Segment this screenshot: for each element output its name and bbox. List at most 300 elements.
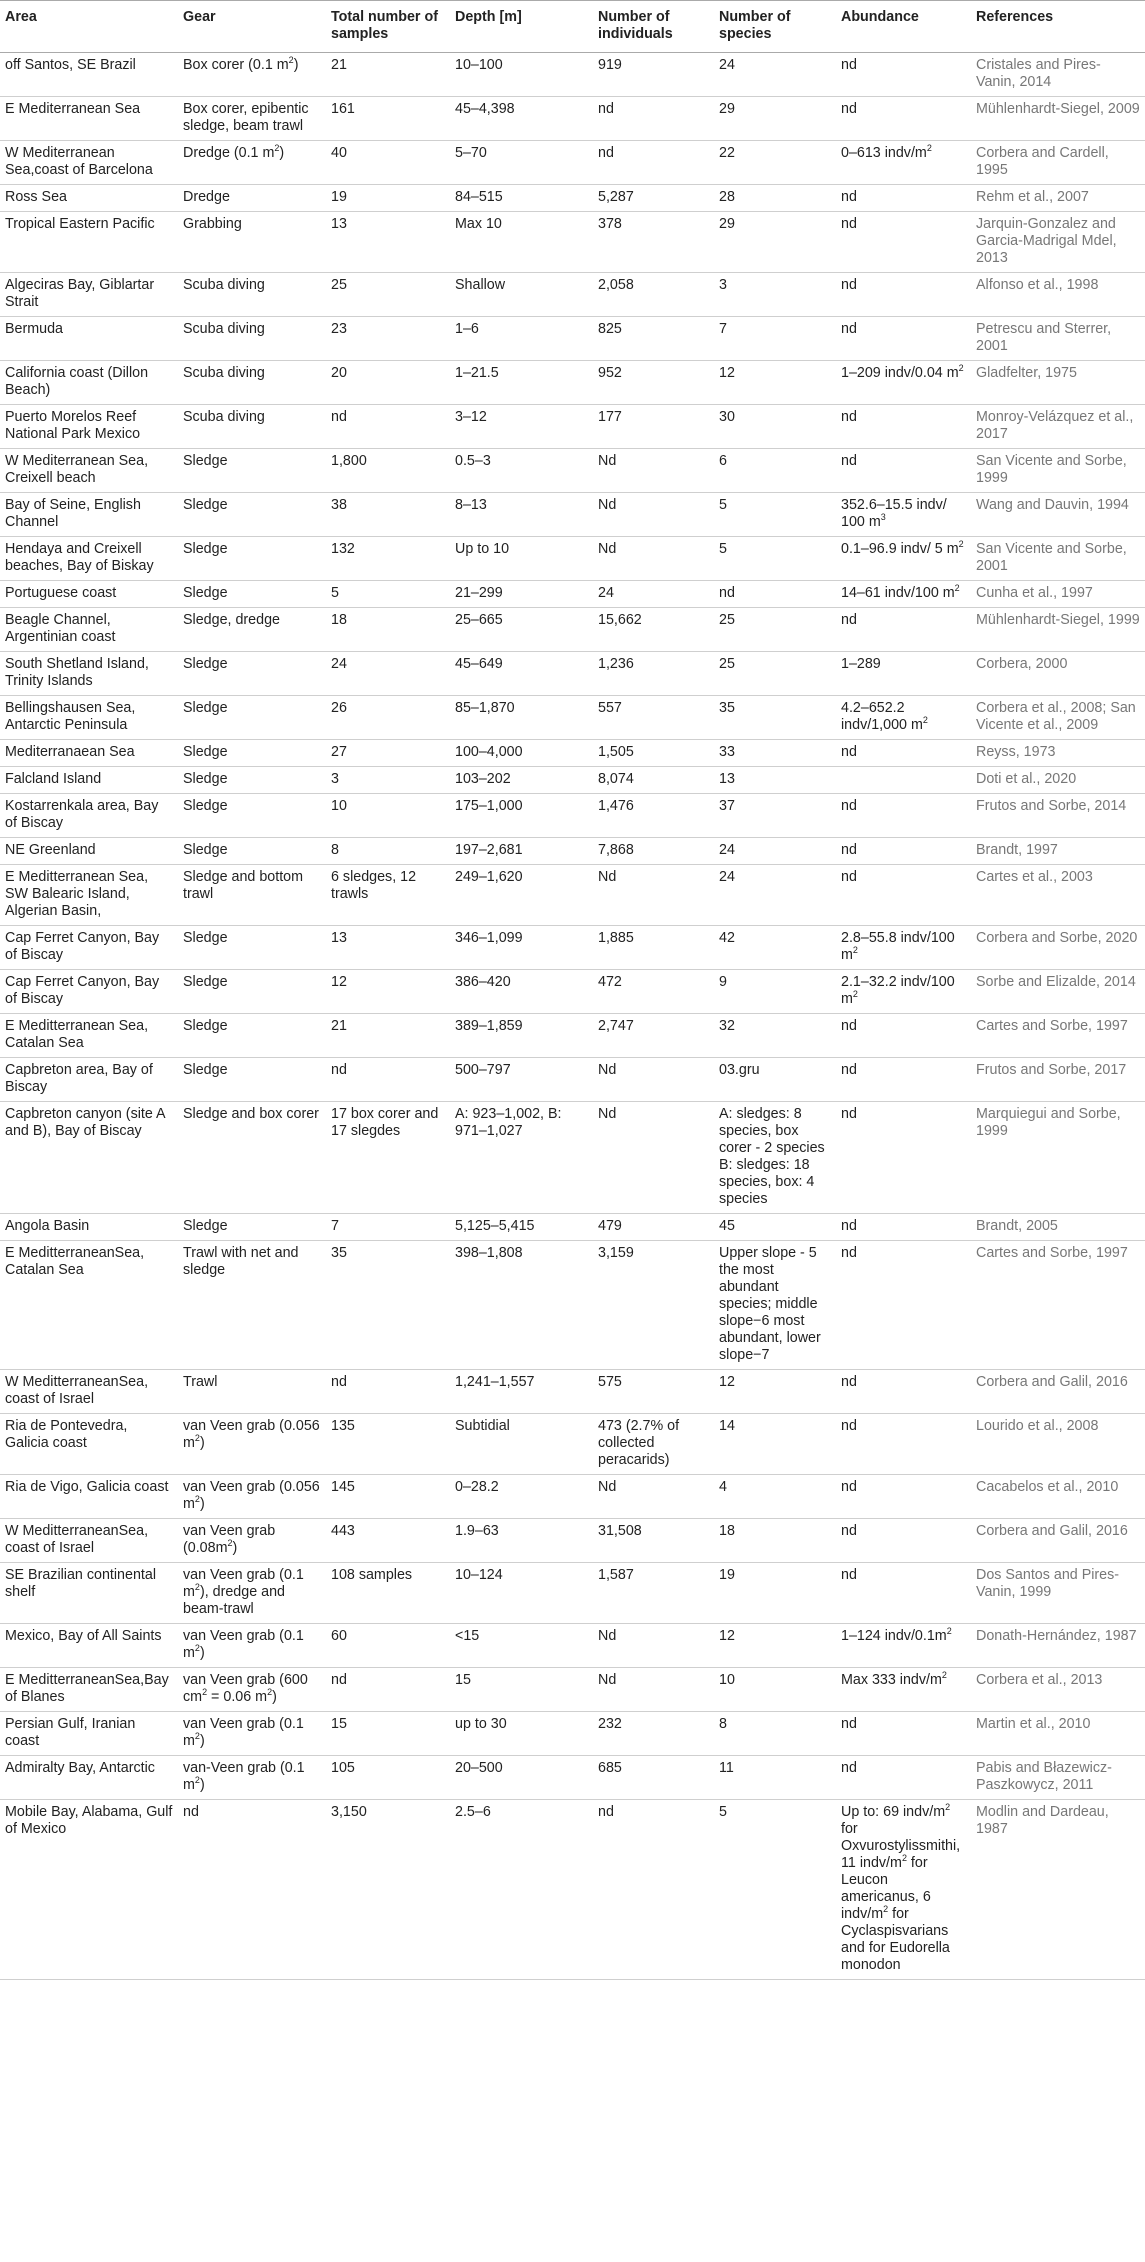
samples-cell: 135	[326, 1414, 450, 1475]
reference-cell: Alfonso et al., 1998	[971, 273, 1145, 317]
depth-cell: 398–1,808	[450, 1241, 593, 1370]
reference-cell: Cristales and Pires-Vanin, 2014	[971, 53, 1145, 97]
species-cell: 30	[714, 405, 836, 449]
depth-cell: 21–299	[450, 581, 593, 608]
abundance-cell: nd	[836, 97, 971, 141]
depth-cell: 45–4,398	[450, 97, 593, 141]
individuals-cell: 1,505	[593, 740, 714, 767]
area-cell: E Meditterranean Sea, SW Balearic Island, Algerian Basin,	[0, 865, 178, 926]
reference-cell: Cacabelos et al., 2010	[971, 1475, 1145, 1519]
individuals-cell: 1,476	[593, 794, 714, 838]
table-row	[0, 493, 1145, 537]
species-cell: 35	[714, 696, 836, 740]
samples-cell: nd	[326, 1370, 450, 1414]
area-cell: Kostarrenkala area, Bay of Biscay	[0, 794, 178, 838]
abundance-cell	[836, 767, 971, 794]
table-row	[0, 794, 1145, 838]
species-cell: 12	[714, 1370, 836, 1414]
samples-cell: 8	[326, 838, 450, 865]
species-cell: 45	[714, 1214, 836, 1241]
gear-cell: Sledge	[178, 740, 326, 767]
area-cell: W MeditterraneanSea, coast of Israel	[0, 1370, 178, 1414]
reference-cell: Mühlenhardt-Siegel, 2009	[971, 97, 1145, 141]
abundance-cell: 1–289	[836, 652, 971, 696]
reference-cell: Corbera and Cardell, 1995	[971, 141, 1145, 185]
gear-cell: Trawl with net and sledge	[178, 1241, 326, 1370]
abundance-cell: nd	[836, 273, 971, 317]
reference-cell: Corbera et al., 2008; San Vicente et al., 2009	[971, 696, 1145, 740]
table-row	[0, 537, 1145, 581]
species-cell: 12	[714, 1624, 836, 1668]
area-cell: Angola Basin	[0, 1214, 178, 1241]
individuals-cell: 952	[593, 361, 714, 405]
species-cell: 22	[714, 141, 836, 185]
species-cell: 10	[714, 1668, 836, 1712]
individuals-cell: Nd	[593, 493, 714, 537]
area-cell: NE Greenland	[0, 838, 178, 865]
abundance-cell: 1–209 indv/0.04 $m^2$	[836, 361, 971, 405]
depth-cell: Up to 10	[450, 537, 593, 581]
samples-cell: 19	[326, 185, 450, 212]
area-cell: Mexico, Bay of All Saints	[0, 1624, 178, 1668]
abundance-cell: 14–61 indv/100 $m^2$	[836, 581, 971, 608]
individuals-cell: Nd	[593, 1624, 714, 1668]
species-cell: 18	[714, 1519, 836, 1563]
abundance-cell: nd	[836, 1058, 971, 1102]
species-cell: 24	[714, 53, 836, 97]
samples-cell: 443	[326, 1519, 450, 1563]
individuals-cell: Nd	[593, 449, 714, 493]
gear-cell: Scuba diving	[178, 405, 326, 449]
samples-cell: 20	[326, 361, 450, 405]
species-cell: 8	[714, 1712, 836, 1756]
gear-cell: Sledge	[178, 652, 326, 696]
depth-cell: 10–124	[450, 1563, 593, 1624]
reference-cell: Monroy-Velázquez et al., 2017	[971, 405, 1145, 449]
abundance-cell: nd	[836, 1475, 971, 1519]
reference-cell: Corbera and Sorbe, 2020	[971, 926, 1145, 970]
table-row	[0, 1624, 1145, 1668]
depth-cell: 45–649	[450, 652, 593, 696]
depth-cell: 0–28.2	[450, 1475, 593, 1519]
abundance-cell: Max 333 indv/$m^2$	[836, 1668, 971, 1712]
gear-cell: Grabbing	[178, 212, 326, 273]
gear-cell: Sledge	[178, 1058, 326, 1102]
area-cell: Portuguese coast	[0, 581, 178, 608]
abundance-cell: 1–124 indv/$0.1m^2$	[836, 1624, 971, 1668]
table-row	[0, 1475, 1145, 1519]
gear-cell: Sledge	[178, 1014, 326, 1058]
gear-cell: van Veen grab (0.1 $m^2$), dredge and beam-trawl	[178, 1563, 326, 1624]
table-row	[0, 926, 1145, 970]
samples-cell: 6 sledges, 12 trawls	[326, 865, 450, 926]
abundance-cell: nd	[836, 740, 971, 767]
reference-cell: Marquiegui and Sorbe, 1999	[971, 1102, 1145, 1214]
species-cell: 37	[714, 794, 836, 838]
table-row	[0, 1014, 1145, 1058]
abundance-cell: nd	[836, 185, 971, 212]
species-cell: 5	[714, 1800, 836, 1980]
depth-cell: 2.5–6	[450, 1800, 593, 1980]
area-cell: Tropical Eastern Pacific	[0, 212, 178, 273]
individuals-cell: 919	[593, 53, 714, 97]
depth-cell: 1–21.5	[450, 361, 593, 405]
samples-cell: 145	[326, 1475, 450, 1519]
individuals-cell: 15,662	[593, 608, 714, 652]
area-cell: Admiralty Bay, Antarctic	[0, 1756, 178, 1800]
abundance-cell: 2.8–55.8 indv/100 $m^2$	[836, 926, 971, 970]
species-cell: 29	[714, 97, 836, 141]
depth-cell: 197–2,681	[450, 838, 593, 865]
abundance-cell: nd	[836, 212, 971, 273]
table-row	[0, 1102, 1145, 1214]
abundance-cell: nd	[836, 794, 971, 838]
abundance-cell: nd	[836, 449, 971, 493]
area-cell: Ria de Pontevedra, Galicia coast	[0, 1414, 178, 1475]
gear-cell: van Veen grab $(0.08m^2)$	[178, 1519, 326, 1563]
species-cell: 5	[714, 493, 836, 537]
abundance-cell: nd	[836, 1414, 971, 1475]
individuals-cell: 1,587	[593, 1563, 714, 1624]
individuals-cell: 557	[593, 696, 714, 740]
samples-cell: 15	[326, 1712, 450, 1756]
depth-cell: 25–665	[450, 608, 593, 652]
individuals-cell: 2,747	[593, 1014, 714, 1058]
individuals-cell: Nd	[593, 865, 714, 926]
gear-cell: van Veen grab (0.1 $m^2$)	[178, 1624, 326, 1668]
abundance-cell: nd	[836, 1102, 971, 1214]
reference-cell: Doti et al., 2020	[971, 767, 1145, 794]
table-row	[0, 767, 1145, 794]
table-row	[0, 53, 1145, 97]
abundance-cell: nd	[836, 608, 971, 652]
reference-cell: Reyss, 1973	[971, 740, 1145, 767]
reference-cell: Gladfelter, 1975	[971, 361, 1145, 405]
gear-cell: Sledge	[178, 926, 326, 970]
reference-cell: Sorbe and Elizalde, 2014	[971, 970, 1145, 1014]
depth-cell: 103–202	[450, 767, 593, 794]
reference-cell: Donath-Hernández, 1987	[971, 1624, 1145, 1668]
gear-cell: van Veen grab (0.1 $m^2$)	[178, 1712, 326, 1756]
table-row	[0, 449, 1145, 493]
reference-cell: Cartes and Sorbe, 1997	[971, 1014, 1145, 1058]
gear-cell: Scuba diving	[178, 361, 326, 405]
gear-cell: Dredge	[178, 185, 326, 212]
species-cell: A: sledges: 8 species, box corer - 2 species B: sledges: 18 species, box: 4 species	[714, 1102, 836, 1214]
abundance-cell: nd	[836, 1370, 971, 1414]
samples-cell: 21	[326, 53, 450, 97]
area-cell: E MeditterraneanSea,Bay of Blanes	[0, 1668, 178, 1712]
samples-cell: 23	[326, 317, 450, 361]
samples-cell: 3,150	[326, 1800, 450, 1980]
species-cell: 11	[714, 1756, 836, 1800]
individuals-cell: 31,508	[593, 1519, 714, 1563]
table-row	[0, 1414, 1145, 1475]
samples-cell: 13	[326, 212, 450, 273]
species-cell: 24	[714, 838, 836, 865]
header-row	[0, 1, 1145, 53]
depth-cell: 85–1,870	[450, 696, 593, 740]
species-cell: 7	[714, 317, 836, 361]
gear-cell: Sledge	[178, 970, 326, 1014]
abundance-cell: 4.2–652.2 indv/1,000 $m^2$	[836, 696, 971, 740]
individuals-cell: 473 (2.7% of collected peracarids)	[593, 1414, 714, 1475]
species-cell: 24	[714, 865, 836, 926]
table-body	[0, 53, 1145, 1980]
individuals-cell: 825	[593, 317, 714, 361]
table-row	[0, 1370, 1145, 1414]
gear-cell: Dredge (0.1 $m^2$)	[178, 141, 326, 185]
individuals-cell: 3,159	[593, 1241, 714, 1370]
abundance-cell: 2.1–32.2 indv/100 $m^2$	[836, 970, 971, 1014]
table-row	[0, 970, 1145, 1014]
reference-cell: Cartes and Sorbe, 1997	[971, 1241, 1145, 1370]
area-cell: Persian Gulf, Iranian coast	[0, 1712, 178, 1756]
individuals-cell: 575	[593, 1370, 714, 1414]
gear-cell: Box corer (0.1 $m^2$)	[178, 53, 326, 97]
gear-cell: Sledge	[178, 696, 326, 740]
reference-cell: Wang and Dauvin, 1994	[971, 493, 1145, 537]
area-cell: Capbreton area, Bay of Biscay	[0, 1058, 178, 1102]
reference-cell: Frutos and Sorbe, 2017	[971, 1058, 1145, 1102]
abundance-cell: nd	[836, 1519, 971, 1563]
gear-cell: van-Veen grab (0.1 $m^2$)	[178, 1756, 326, 1800]
area-cell: off Santos, SE Brazil	[0, 53, 178, 97]
table-row	[0, 1668, 1145, 1712]
depth-cell: 346–1,099	[450, 926, 593, 970]
reference-cell: San Vicente and Sorbe, 1999	[971, 449, 1145, 493]
individuals-cell: nd	[593, 97, 714, 141]
table-row	[0, 740, 1145, 767]
abundance-cell: nd	[836, 1241, 971, 1370]
table-row	[0, 838, 1145, 865]
abundance-cell: nd	[836, 317, 971, 361]
individuals-cell: 7,868	[593, 838, 714, 865]
individuals-cell: 378	[593, 212, 714, 273]
depth-cell: 5,125–5,415	[450, 1214, 593, 1241]
gear-cell: Scuba diving	[178, 273, 326, 317]
reference-cell: Rehm et al., 2007	[971, 185, 1145, 212]
depth-cell: 0.5–3	[450, 449, 593, 493]
depth-cell: 10–100	[450, 53, 593, 97]
area-cell: Mediterranaean Sea	[0, 740, 178, 767]
area-cell: Bermuda	[0, 317, 178, 361]
depth-cell: 175–1,000	[450, 794, 593, 838]
depth-cell: 500–797	[450, 1058, 593, 1102]
area-cell: W Mediterranean Sea,coast of Barcelona	[0, 141, 178, 185]
individuals-cell: 1,885	[593, 926, 714, 970]
area-cell: Ria de Vigo, Galicia coast	[0, 1475, 178, 1519]
depth-cell: 1,241–1,557	[450, 1370, 593, 1414]
reference-cell: San Vicente and Sorbe, 2001	[971, 537, 1145, 581]
samples-cell: 40	[326, 141, 450, 185]
reference-cell: Mühlenhardt-Siegel, 1999	[971, 608, 1145, 652]
samples-cell: 17 box corer and 17 slegdes	[326, 1102, 450, 1214]
depth-cell: 5–70	[450, 141, 593, 185]
area-cell: Hendaya and Creixell beaches, Bay of Biskay	[0, 537, 178, 581]
species-cell: 29	[714, 212, 836, 273]
table-row	[0, 273, 1145, 317]
species-cell: 3	[714, 273, 836, 317]
depth-cell: 100–4,000	[450, 740, 593, 767]
reference-cell: Corbera et al., 2013	[971, 1668, 1145, 1712]
abundance-cell: nd	[836, 865, 971, 926]
individuals-cell: 2,058	[593, 273, 714, 317]
area-cell: E MeditterraneanSea, Catalan Sea	[0, 1241, 178, 1370]
individuals-cell: nd	[593, 1800, 714, 1980]
samples-cell: 1,800	[326, 449, 450, 493]
gear-cell: van Veen grab (600 $cm^2 = 0.06$ $m^2$)	[178, 1668, 326, 1712]
samples-cell: 7	[326, 1214, 450, 1241]
species-cell: nd	[714, 581, 836, 608]
area-cell: W Mediterranean Sea, Creixell beach	[0, 449, 178, 493]
individuals-cell: 1,236	[593, 652, 714, 696]
gear-cell: Sledge	[178, 449, 326, 493]
depth-cell: 1.9–63	[450, 1519, 593, 1563]
table-row	[0, 865, 1145, 926]
depth-cell: Max 10	[450, 212, 593, 273]
area-cell: E Mediterranean Sea	[0, 97, 178, 141]
samples-cell: 105	[326, 1756, 450, 1800]
species-cell: 5	[714, 537, 836, 581]
table-row	[0, 141, 1145, 185]
table-row	[0, 97, 1145, 141]
reference-cell: Frutos and Sorbe, 2014	[971, 794, 1145, 838]
individuals-cell: Nd	[593, 1102, 714, 1214]
header-total-samples: Total number of samples	[326, 1, 450, 53]
samples-cell: 35	[326, 1241, 450, 1370]
depth-cell: Shallow	[450, 273, 593, 317]
abundance-cell: nd	[836, 1756, 971, 1800]
gear-cell: van Veen grab (0.056 $m^2$)	[178, 1475, 326, 1519]
gear-cell: Box corer, epibentic sledge, beam trawl	[178, 97, 326, 141]
table-row	[0, 581, 1145, 608]
depth-cell: 249–1,620	[450, 865, 593, 926]
samples-cell: 12	[326, 970, 450, 1014]
header-depth: Depth [m]	[450, 1, 593, 53]
gear-cell: Sledge	[178, 581, 326, 608]
depth-cell: 1–6	[450, 317, 593, 361]
reference-cell: Brandt, 1997	[971, 838, 1145, 865]
abundance-cell: nd	[836, 53, 971, 97]
samples-cell: 21	[326, 1014, 450, 1058]
individuals-cell: 5,287	[593, 185, 714, 212]
table-row	[0, 185, 1145, 212]
area-cell: Bay of Seine, English Channel	[0, 493, 178, 537]
area-cell: Cap Ferret Canyon, Bay of Biscay	[0, 970, 178, 1014]
table-row	[0, 212, 1145, 273]
reference-cell: Cunha et al., 1997	[971, 581, 1145, 608]
species-cell: 28	[714, 185, 836, 212]
samples-cell: 13	[326, 926, 450, 970]
table-row	[0, 1214, 1145, 1241]
header-abundance: Abundance	[836, 1, 971, 53]
abundance-cell: nd	[836, 1563, 971, 1624]
area-cell: South Shetland Island, Trinity Islands	[0, 652, 178, 696]
species-cell: 19	[714, 1563, 836, 1624]
area-cell: SE Brazilian continental shelf	[0, 1563, 178, 1624]
reference-cell: Corbera and Galil, 2016	[971, 1519, 1145, 1563]
depth-cell: 20–500	[450, 1756, 593, 1800]
area-cell: Beagle Channel, Argentinian coast	[0, 608, 178, 652]
gear-cell: Sledge, dredge	[178, 608, 326, 652]
reference-cell: Petrescu and Sterrer, 2001	[971, 317, 1145, 361]
table-row	[0, 1712, 1145, 1756]
samples-cell: 3	[326, 767, 450, 794]
reference-cell: Corbera and Galil, 2016	[971, 1370, 1145, 1414]
individuals-cell: 8,074	[593, 767, 714, 794]
area-cell: Puerto Morelos Reef National Park Mexico	[0, 405, 178, 449]
samples-cell: nd	[326, 1058, 450, 1102]
area-cell: Ross Sea	[0, 185, 178, 212]
species-cell: 13	[714, 767, 836, 794]
area-cell: Algeciras Bay, Giblartar Strait	[0, 273, 178, 317]
gear-cell: nd	[178, 1800, 326, 1980]
depth-cell: up to 30	[450, 1712, 593, 1756]
gear-cell: van Veen grab (0.056 $m^2$)	[178, 1414, 326, 1475]
species-cell: 33	[714, 740, 836, 767]
header-area: Area	[0, 1, 178, 53]
depth-cell: 389–1,859	[450, 1014, 593, 1058]
reference-cell: Modlin and Dardeau, 1987	[971, 1800, 1145, 1980]
reference-cell: Corbera, 2000	[971, 652, 1145, 696]
area-cell: California coast (Dillon Beach)	[0, 361, 178, 405]
abundance-cell: Up to: 69 indv/$m^2$ for Oxvurostylissmithi, 11 indv/$m^2$ for Leucon americanus, 6 indv/$m^2$ for Cyclaspisvarians and for Eudorella monodon	[836, 1800, 971, 1980]
area-cell: W MeditterraneanSea, coast of Israel	[0, 1519, 178, 1563]
table-row	[0, 696, 1145, 740]
individuals-cell: 479	[593, 1214, 714, 1241]
abundance-cell: 0.1–96.9 indv/ 5 $m^2$	[836, 537, 971, 581]
samples-cell: 108 samples	[326, 1563, 450, 1624]
depth-cell: <15	[450, 1624, 593, 1668]
reference-cell: Cartes et al., 2003	[971, 865, 1145, 926]
area-cell: Mobile Bay, Alabama, Gulf of Mexico	[0, 1800, 178, 1980]
samples-cell: 25	[326, 273, 450, 317]
abundance-cell: nd	[836, 1014, 971, 1058]
gear-cell: Sledge and box corer	[178, 1102, 326, 1214]
samples-cell: 18	[326, 608, 450, 652]
abundance-cell: 352.6–15.5 indv/ 100 $m^3$	[836, 493, 971, 537]
reference-cell: Brandt, 2005	[971, 1214, 1145, 1241]
depth-cell: 3–12	[450, 405, 593, 449]
reference-cell: Pabis and Błazewicz-Paszkowycz, 2011	[971, 1756, 1145, 1800]
table-row	[0, 1756, 1145, 1800]
area-cell: Cap Ferret Canyon, Bay of Biscay	[0, 926, 178, 970]
depth-cell: 84–515	[450, 185, 593, 212]
gear-cell: Sledge	[178, 767, 326, 794]
depth-cell: 8–13	[450, 493, 593, 537]
reference-cell: Jarquin-Gonzalez and Garcia-Madrigal Mdel, 2013	[971, 212, 1145, 273]
abundance-cell: nd	[836, 1214, 971, 1241]
abundance-cell: nd	[836, 838, 971, 865]
reference-cell: Lourido et al., 2008	[971, 1414, 1145, 1475]
abundance-cell: nd	[836, 405, 971, 449]
species-cell: 32	[714, 1014, 836, 1058]
samples-cell: 60	[326, 1624, 450, 1668]
individuals-cell: Nd	[593, 1668, 714, 1712]
samples-cell: 26	[326, 696, 450, 740]
individuals-cell: nd	[593, 141, 714, 185]
species-cell: 14	[714, 1414, 836, 1475]
species-cell: 42	[714, 926, 836, 970]
gear-cell: Sledge	[178, 537, 326, 581]
individuals-cell: Nd	[593, 1058, 714, 1102]
individuals-cell: 685	[593, 1756, 714, 1800]
species-cell: 9	[714, 970, 836, 1014]
table-row	[0, 1241, 1145, 1370]
species-cell: 25	[714, 652, 836, 696]
depth-cell: 386–420	[450, 970, 593, 1014]
